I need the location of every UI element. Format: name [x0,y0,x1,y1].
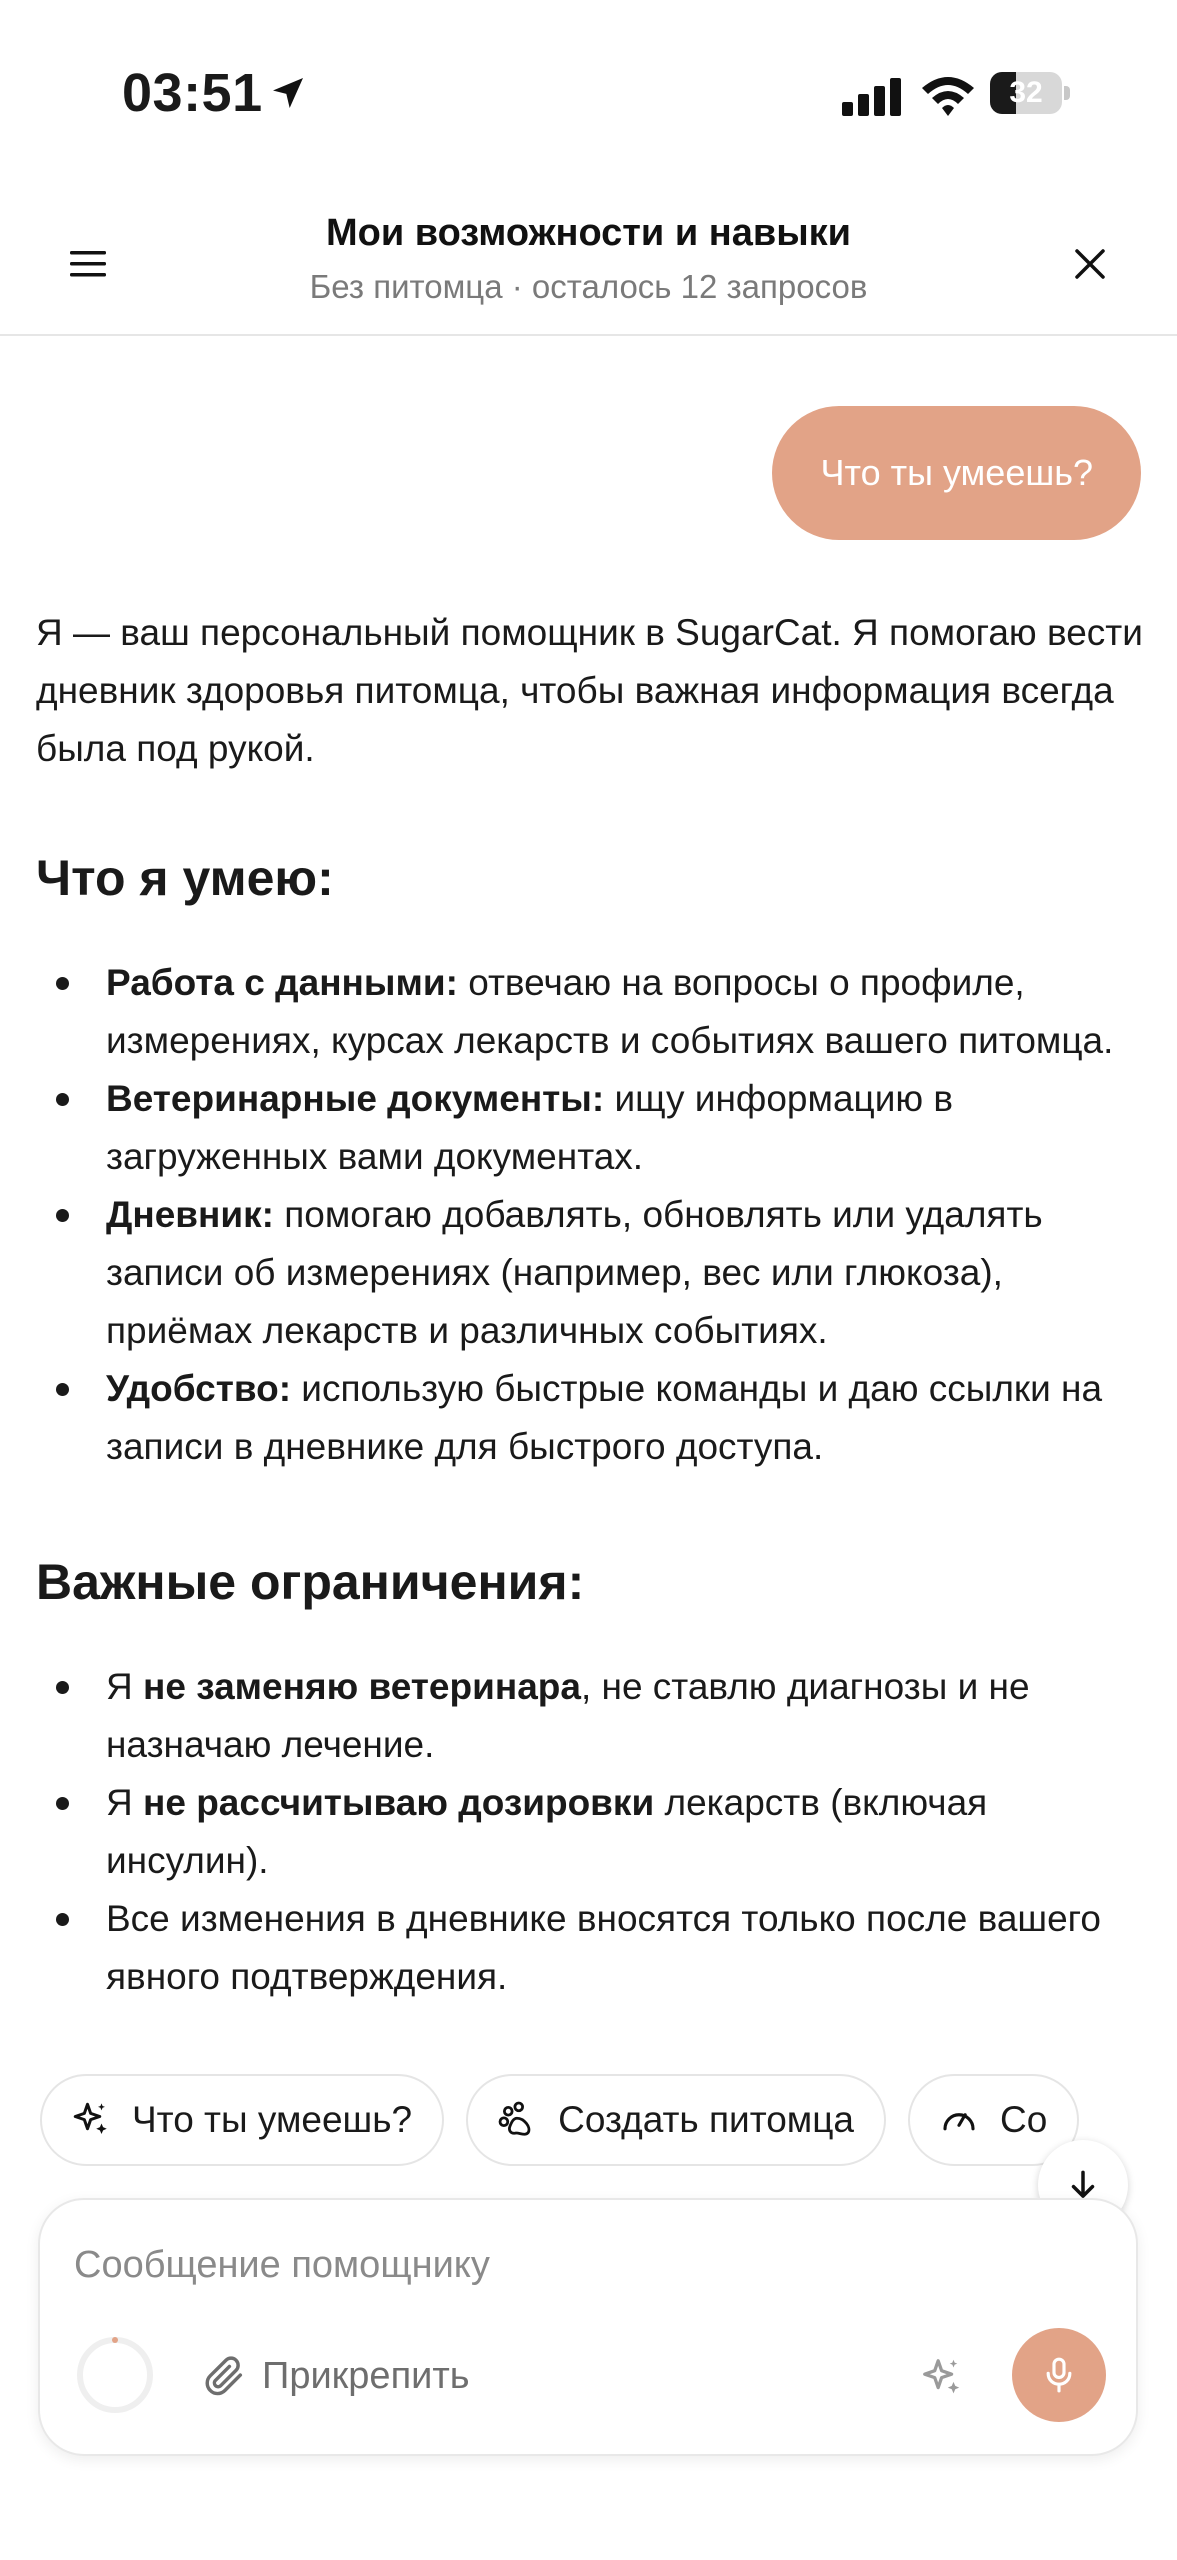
sparkles-icon [919,2355,965,2401]
ai-suggest-button[interactable] [914,2350,970,2406]
chat-header [0,190,1177,336]
limits-list [36,1658,1146,2006]
battery-indicator [990,72,1072,114]
attach-label: Прикрепить [262,2354,470,2397]
list-item: Работа с данными: отвечаю на вопросы о профиле, измерениях, курсах лекарств и событиях вашего питомца. [36,954,1146,1070]
section-heading-skills: Что я умею: [36,850,334,906]
sparkles-icon [70,2099,112,2141]
close-icon [1073,247,1107,281]
list-item: Я не рассчитываю дозировки лекарств (включая инсулин). [36,1774,1146,1890]
chip-label: Со [1000,2099,1048,2140]
user-message-bubble: Что ты умеешь? [772,406,1141,540]
chat-title: Мои возможности и навыки [325,212,852,254]
chip-create-pet[interactable] [466,2074,886,2166]
loading-spinner-icon [74,2334,156,2416]
voice-input-button[interactable] [1012,2328,1106,2422]
status-bar [0,0,1177,190]
paperclip-icon [202,2353,248,2399]
list-item: Дневник: помогаю добавлять, обновлять или удалять записи об измерениях (например, вес или глюкоза), приёмах лекарств и различных событиях. [36,1186,1146,1360]
list-item: Я не заменяю ветеринара, не ставлю диагнозы и не назначаю лечение. [36,1658,1146,1774]
paw-icon [496,2099,538,2141]
gauge-icon [938,2099,980,2141]
list-item: Все изменения в дневнике вносятся только после вашего явного подтверждения. [36,1890,1146,2006]
close-button[interactable] [1060,234,1120,294]
status-time: 03:51 [122,63,263,123]
cellular-signal-icon [842,78,904,116]
chat-subtitle: Без питомца · осталось 12 запросов [309,268,868,305]
assistant-intro: Я — ваш персональный помощник в SugarCat. Я помогаю вести дневник здоровья питомца, чтобы важная информация всегда была под рукой. [36,612,1143,769]
menu-button[interactable] [58,234,118,294]
assistant-message [36,604,1146,2006]
attach-button[interactable] [202,2348,470,2404]
wifi-icon [920,72,976,118]
location-arrow-icon [268,70,308,116]
skills-list [36,954,1146,1476]
chip-what-can-you-do[interactable] [40,2074,444,2166]
chip-label: Что ты умеешь? [132,2099,413,2140]
chip-label: Создать питомца [558,2099,855,2140]
hamburger-menu-icon [68,248,108,280]
section-heading-limits: Важные ограничения: [36,1554,585,1610]
list-item: Удобство: использую быстрые команды и даю ссылки на записи в дневнике для быстрого доступа. [36,1360,1146,1476]
message-composer [38,2198,1138,2456]
message-input[interactable] [72,2232,976,2298]
battery-level: 32 [1009,76,1043,109]
list-item: Ветеринарные документы: ищу информацию в загруженных вами документах. [36,1070,1146,1186]
suggestion-chips [40,2074,1177,2170]
microphone-icon [1039,2355,1079,2395]
